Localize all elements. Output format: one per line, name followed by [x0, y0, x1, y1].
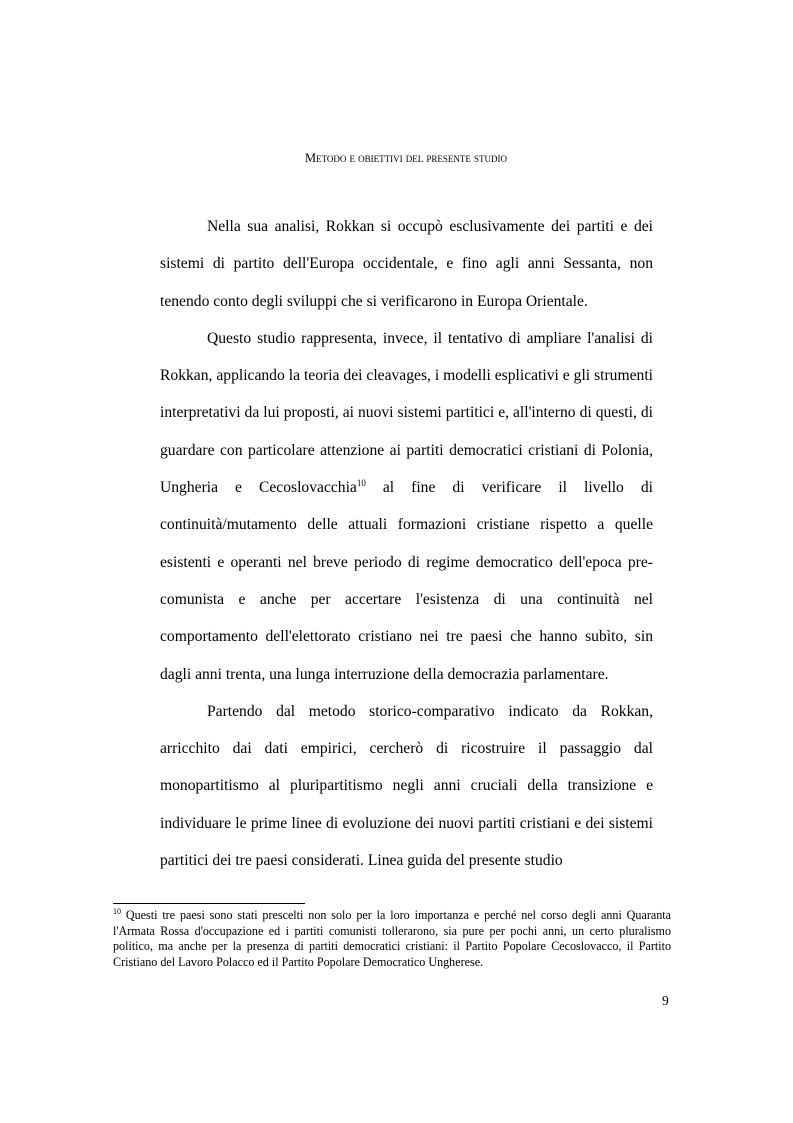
paragraph-3: Partendo dal metodo storico-comparativo indicato da Rokkan, arricchito dai dati empirici, cercherò di ricostruire il passaggio dal monopartitismo al pluripartitismo negli anni cruciali della transizione e individuare le prime linee di evoluzione dei nuovi partiti cristiani e dei sistemi partitici dei tre paesi considerati. Linea guida del presente studio [160, 702, 653, 870]
body-text [160, 208, 653, 879]
paragraph-2-text-after-note: al fine di verificare il livello di continuità/mutamento delle attuali formazioni cristiane rispetto a quelle esistenti e operanti nel breve periodo di regime democratico dell'epoca pre-comunista e anche per accertare l'esistenza di una continuità nel comportamento dell'elettorato cristiano nei tre paesi che hanno subìto, sin dagli anni trenta, una lunga interruzione della democrazia parlamentare. [160, 479, 653, 683]
page-number: 9 [662, 993, 669, 1008]
footnote-separator [113, 903, 305, 904]
paragraph-1: Nella sua analisi, Rokkan si occupò esclusivamente dei partiti e dei sistemi di partito dell'Europa occidentale, e fino agli anni Sessanta, non tenendo conto degli sviluppi che si verificarono in Europa Orientale. [160, 218, 653, 310]
footnote-text: Questi tre paesi sono stati prescelti non solo per la loro importanza e perché nel corso degli anni Quaranta l'Armata Rossa d'occupazione ed i partiti comunisti tollerarono, sia pure per pochi anni, un certo pluralismo politico, ma anche per la presenza di partiti democratici cristiani: il Partito Popolare Cecoslovacco, il Partito Cristiano del Lavoro Polacco ed il Partito Popolare Democratico Ungherese. [113, 908, 671, 969]
footnote-reference[interactable]: 10 [356, 478, 366, 489]
paragraph-2 [160, 320, 653, 693]
paragraph-2-text-before-note: Questo studio rappresenta, invece, il tentativo di ampliare l'analisi di Rokkan, applicando la teoria dei cleavages, i modelli esplicativi e gli strumenti interpretativi da lui proposti, ai nuovi sistemi partitici e, all'interno di questi, di guardare con particolare attenzione ai partiti democratici cristiani di Polonia, Ungheria e Cecoslovacchia [160, 329, 653, 497]
running-header: Metodo e obiettivi del presente studio [304, 151, 508, 165]
footnote [113, 908, 671, 970]
footnote-number: 10 [113, 907, 121, 916]
